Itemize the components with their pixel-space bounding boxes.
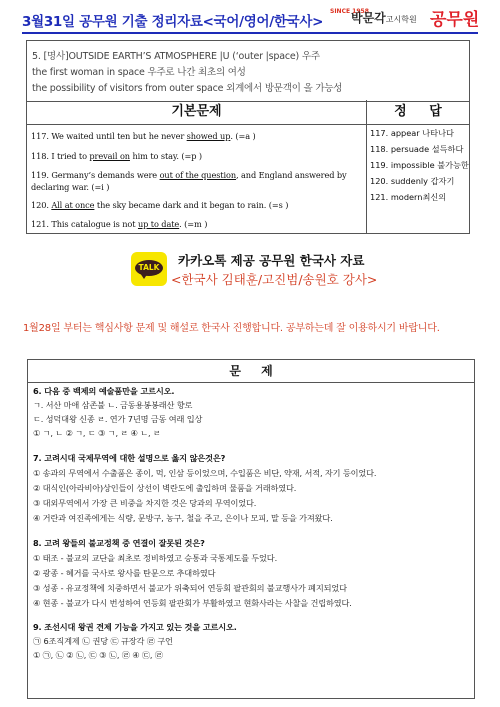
problem-line: ③ 대외무역에서 가장 큰 비중을 차지한 것은 당과의 무역이었다. [33, 498, 257, 508]
answer-item: 119. impossible 불가능한 [370, 160, 469, 170]
brand-sub-text: 고시학원 [385, 15, 417, 24]
question-row [27, 151, 202, 161]
vocab-line: the first woman in space 우주로 나간 최초의 여성 [32, 67, 246, 78]
question-text: 118. I tried to [31, 151, 90, 161]
question-row [27, 219, 207, 229]
vocab-line: 5. [명사]OUTSIDE EARTH’S ATMOSPHERE |U (‘outer |space) 우주 [32, 51, 320, 62]
question-underlined: All at once [51, 200, 95, 210]
problem-line: ㄷ. 성덕대왕 신종 ㄹ. 연가 7년명 금동 여래 입상 [33, 414, 203, 424]
question-text: , and England answered by [236, 170, 347, 180]
problem-line: ② 광종 - 혜거를 국사로 왕사를 탄문으로 추대하였다 [33, 568, 216, 578]
problem-question: 9. 조선시대 왕권 견제 기능을 가지고 있는 것을 고르시오. [33, 622, 237, 632]
notice-text: 1월28일 부터는 핵심사항 문제 및 해설로 한국사 진행합니다. 공부하는데 잘 이용하시기 바랍니다. [23, 323, 440, 334]
vocab-line: the possibility of visitors from outer space 외계에서 방문객이 올 가능성 [32, 83, 343, 94]
problem-line: ④ 현종 - 불교가 다시 번성하여 연등회 팔관회가 부활하였고 현화사라는 사찰을 건립하였다. [33, 598, 352, 608]
question-text: 120. [31, 200, 52, 210]
question-text: . (=m ) [179, 219, 208, 229]
brand-category: 공무원 [430, 10, 480, 30]
question-underlined: up to date [137, 219, 180, 229]
problem-line: ② 대식인(아라비아)상인들이 상선이 벽란도에 출입하며 물품을 거래하였다. [33, 483, 297, 493]
question-row [27, 170, 347, 180]
problem-question: 7. 고려시대 국제무역에 대한 설명으로 옳지 않은것은? [33, 453, 226, 463]
vocab-box [26, 40, 470, 102]
answer-item: 118. persuade 설득하다 [370, 144, 464, 154]
kakaotalk-icon [131, 252, 167, 286]
question-underlined: prevail on [89, 151, 130, 161]
question-text: 117. We waited until ten but he never [31, 131, 187, 141]
question-underlined: out of the question [159, 170, 237, 180]
problem-line: ㉠ 6조직계제 ㉡ 권당 ㉢ 규장각 ㉣ 구언 [33, 636, 173, 646]
problem-line: ① 송과의 무역에서 수출품은 종이, 먹, 인삼 등이었으며, 수입품은 비단, 약재, 서적, 자기 등이었다. [33, 468, 377, 478]
table-header-questions: 기본문제 [27, 100, 367, 125]
question-text: 121. This catalogue is not [31, 219, 138, 229]
brand-name-text: 박문각 [351, 11, 386, 25]
talk-bubble-tail [140, 273, 148, 279]
answer-item: 121. modern최신의 [370, 192, 447, 202]
question-row [27, 182, 109, 192]
question-row [27, 200, 288, 210]
answers-column [367, 125, 469, 233]
problem-question: 8. 고려 왕들의 불교정책 중 연결이 잘못된 것은? [33, 538, 205, 548]
problem-line: ③ 성종 - 유교정책에 치중하면서 불교가 위축되어 연등회 팔관회의 불교행사가 폐지되었다 [33, 583, 347, 593]
question-text: him to stay. (=p ) [129, 151, 202, 161]
problem-line: ㄱ. 서산 마애 삼존불 ㄴ. 금동용봉봉래산 향로 [33, 400, 193, 410]
header-divider [22, 32, 478, 34]
question-underlined: showed up [186, 131, 231, 141]
question-text: declaring war. (=i ) [31, 182, 110, 192]
brand-logo-text: SINCE 1958 [330, 8, 369, 15]
problem-options: ① ㄱ, ㄴ ② ㄱ, ㄷ ③ ㄱ, ㄹ ④ ㄴ, ㄹ [33, 428, 161, 438]
problem-line: ① 태조 - 불교의 교단을 최초로 정비하였고 승통과 국통제도를 두었다. [33, 553, 278, 563]
problems-box [27, 359, 475, 699]
problem-line: ④ 거란과 여진족에게는 식량, 문방구, 농구, 철을 주고, 은이나 모피, 말 등을 가져왔다. [33, 513, 333, 523]
table-header-answers: 정 답 [367, 100, 469, 125]
kakao-title: 카카오톡 제공 공무원 한국사 자료 [178, 253, 365, 268]
problems-header: 문 제 [28, 360, 474, 383]
question-table [26, 100, 470, 234]
question-text: . (=a ) [230, 131, 256, 141]
question-text: 119. Germany’s demands were [31, 170, 160, 180]
talk-icon-label: TALK [138, 263, 160, 272]
brand-name [351, 9, 417, 26]
problem-question: 6. 다음 중 백제의 예술품만을 고르시오. [33, 386, 175, 396]
kakao-instructors: <한국사 김태훈/고진범/송원호 강사> [171, 272, 378, 287]
answer-item: 120. suddenly 갑자기 [370, 176, 455, 186]
problem-options: ① ㉠, ㉡ ② ㉡, ㉢ ③ ㉡, ㉣ ④ ㉢, ㉣ [33, 650, 163, 660]
question-text: the sky became dark and it began to rain. (=s ) [94, 200, 289, 210]
questions-column [27, 125, 367, 233]
answer-item: 117. appear 나타나다 [370, 128, 454, 138]
page-title: 3월31일 공무원 기출 정리자료<국어/영어/한국사> [22, 14, 324, 30]
question-row [27, 131, 256, 141]
